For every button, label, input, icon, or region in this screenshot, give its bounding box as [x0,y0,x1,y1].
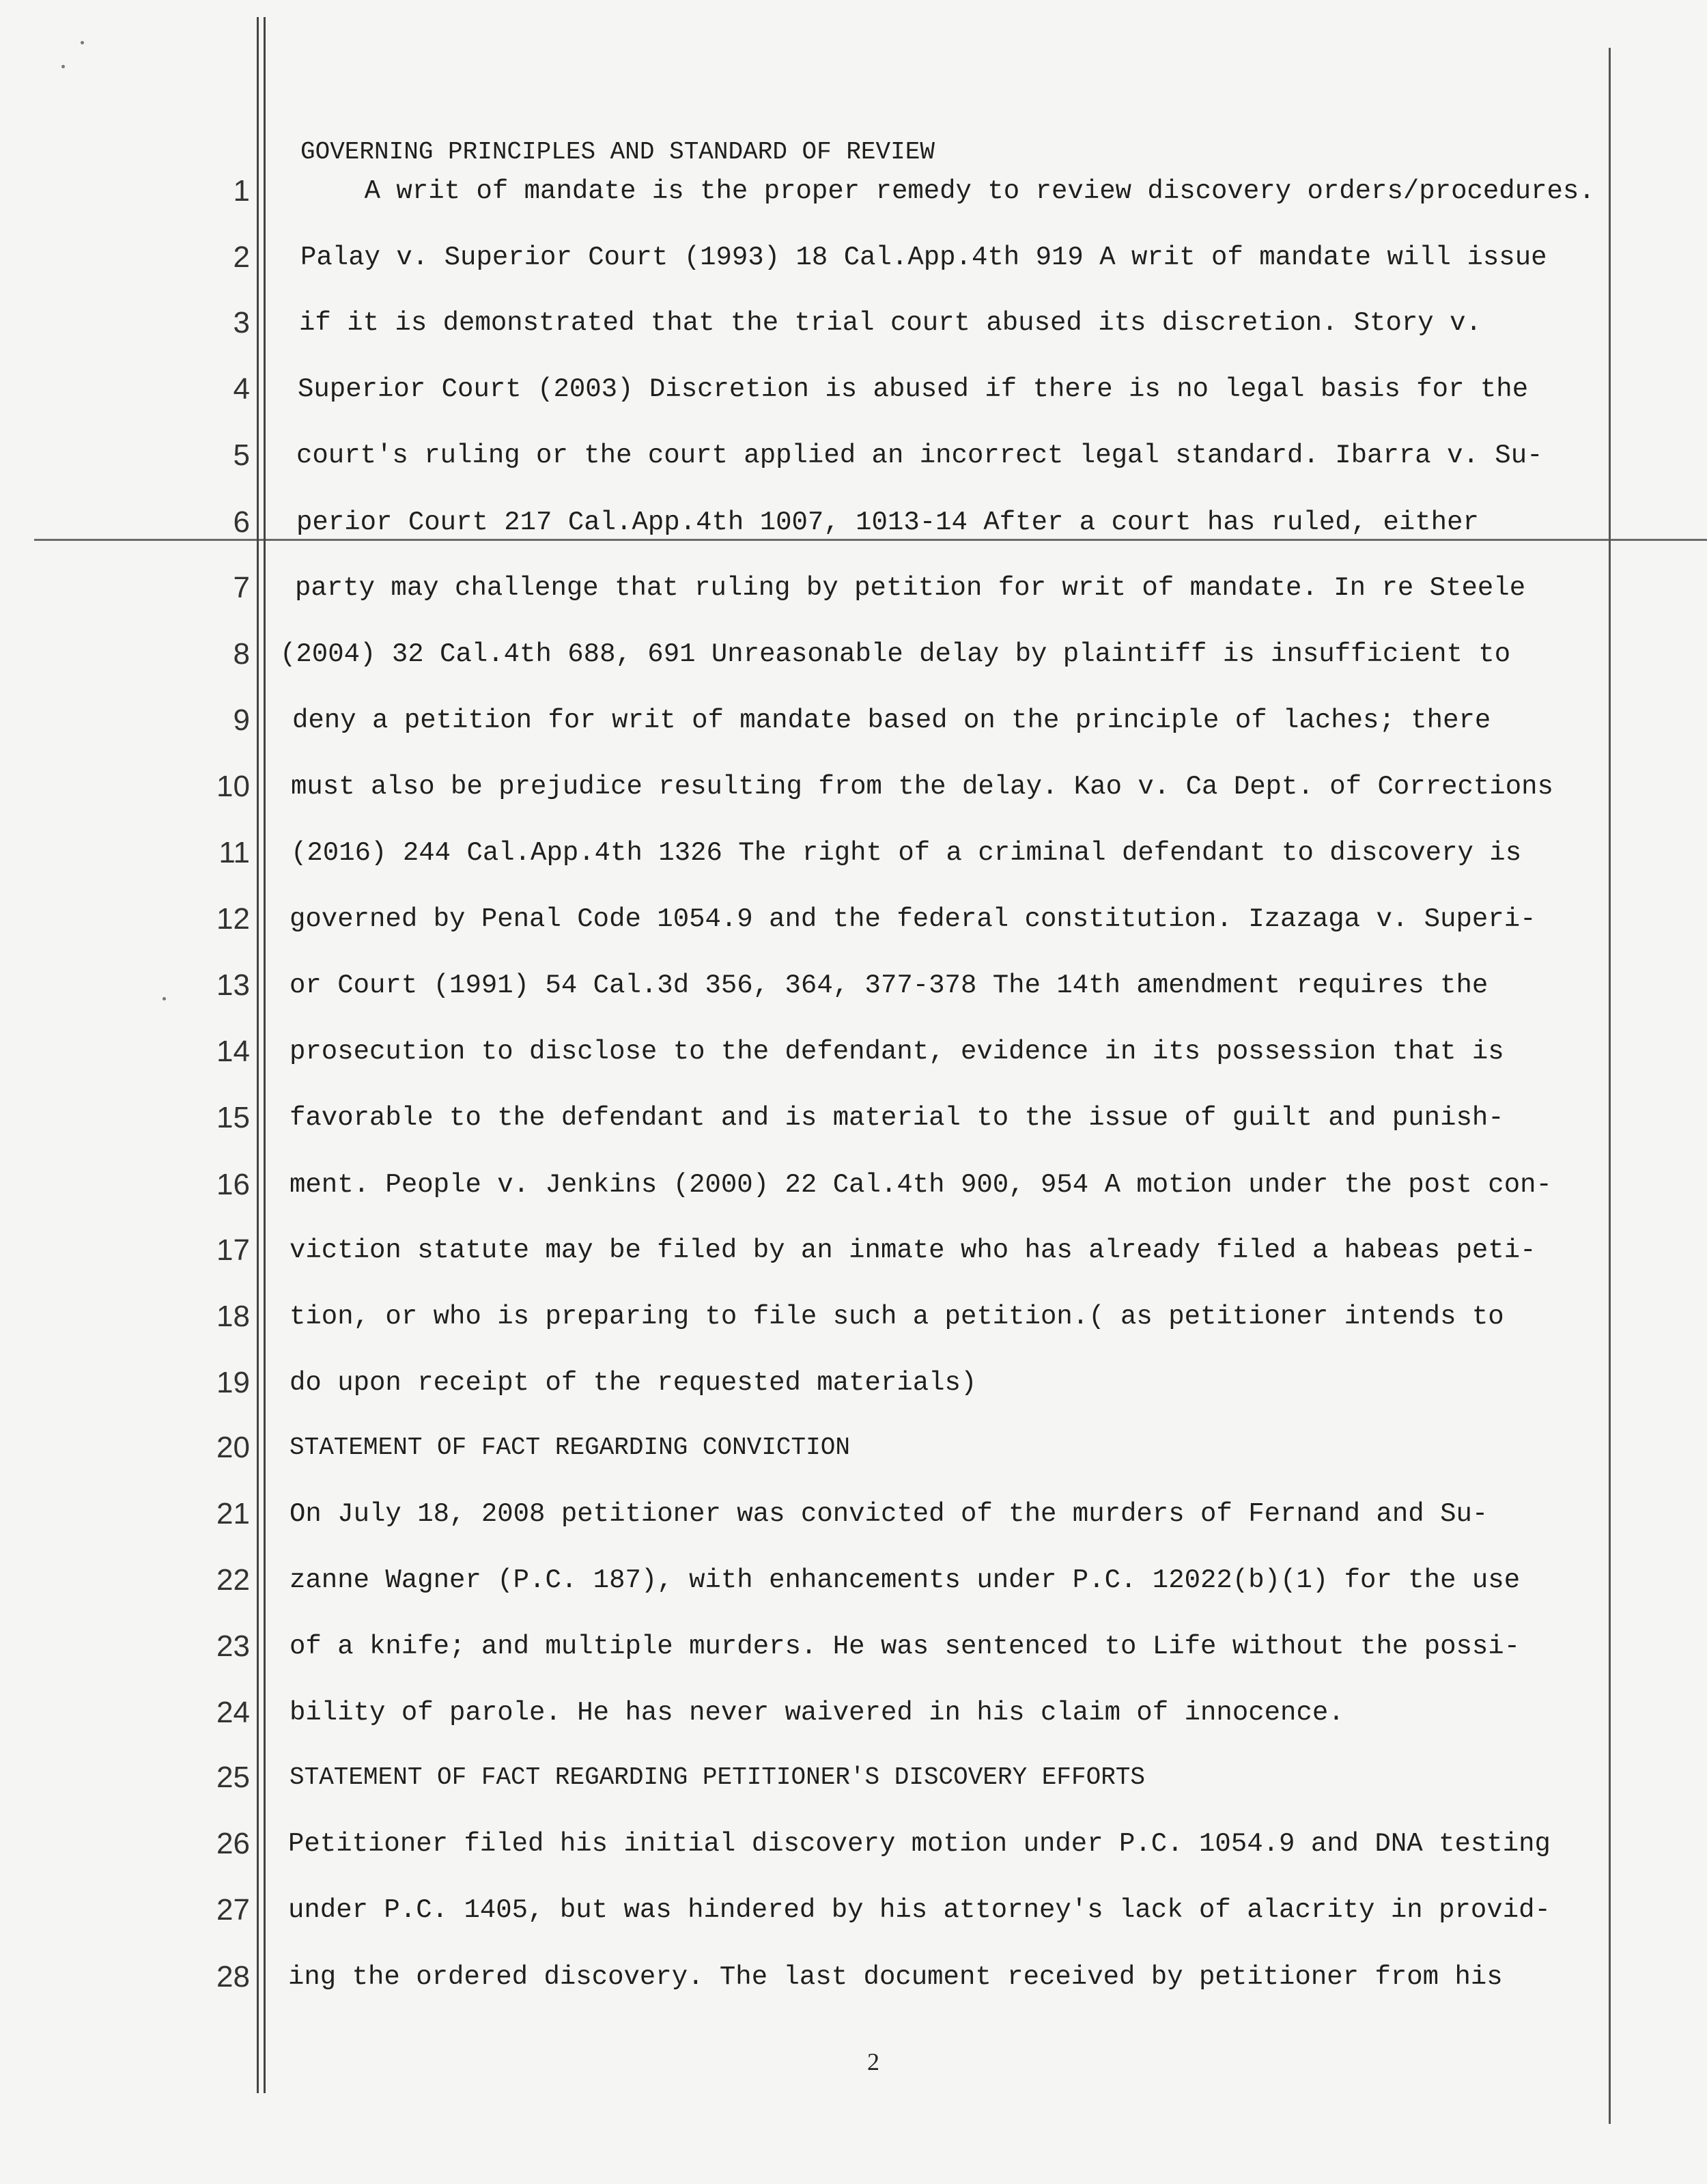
line-number: 4 [233,372,250,406]
text-line: of a knife; and multiple murders. He was sentenced to Life without the possi- [290,1632,1521,1662]
text-line: On July 18, 2008 petitioner was convicted of the murders of Fernand and Su- [290,1499,1489,1529]
line-number: 22 [216,1563,250,1597]
section-heading: GOVERNING PRINCIPLES AND STANDARD OF REVIEW [300,138,935,166]
text-line: party may challenge that ruling by petition for writ of mandate. In re Steele [295,573,1526,603]
line-number: 18 [216,1300,250,1333]
section-heading: STATEMENT OF FACT REGARDING PETITIONER'S DISCOVERY EFFORTS [290,1763,1146,1791]
line-number: 24 [216,1696,250,1729]
line-number: 20 [216,1431,250,1464]
text-line: if it is demonstrated that the trial court abused its discretion. Story v. [299,308,1482,338]
text-line: Palay v. Superior Court (1993) 18 Cal.App.4th 919 A writ of mandate will issue [300,242,1547,272]
section-heading: STATEMENT OF FACT REGARDING CONVICTION [290,1433,850,1461]
speck [61,65,65,68]
text-line: zanne Wagner (P.C. 187), with enhancements under P.C. 12022(b)(1) for the use [290,1565,1521,1595]
text-line: Petitioner filed his initial discovery motion under P.C. 1054.9 and DNA testing [288,1829,1551,1859]
line-number: 5 [233,438,250,472]
text-line: bility of parole. He has never waivered in his claim of innocence. [290,1698,1344,1728]
text-line: do upon receipt of the requested materials) [290,1368,977,1398]
line-number: 6 [233,505,250,539]
line-number: 21 [216,1497,250,1530]
line-number: 16 [216,1168,250,1201]
line-number: 12 [216,902,250,936]
line-number: 7 [233,571,250,604]
text-line: must also be prejudice resulting from the delay. Kao v. Ca Dept. of Corrections [291,772,1553,802]
text-line: court's ruling or the court applied an incorrect legal standard. Ibarra v. Su- [296,440,1543,471]
line-number: 13 [216,968,250,1002]
line-number: 17 [216,1233,250,1267]
text-line: ment. People v. Jenkins (2000) 22 Cal.4th 900, 954 A motion under the post con- [290,1170,1552,1200]
page-number: 2 [867,2048,879,2075]
line-number: 8 [233,637,250,671]
speck [81,41,84,44]
line-number: 27 [216,1893,250,1927]
line-number: 10 [216,770,250,803]
text-line: (2016) 244 Cal.App.4th 1326 The right of a criminal defendant to discovery is [291,838,1522,868]
text-line: or Court (1991) 54 Cal.3d 356, 364, 377-378 The 14th amendment requires the [290,970,1489,1000]
text-line: ing the ordered discovery. The last document received by petitioner from his [288,1962,1503,1992]
line-number: 1 [233,174,250,208]
text-line: A writ of mandate is the proper remedy to review discovery orders/procedures. [300,176,1595,206]
line-number: 2 [233,240,250,274]
text-line: deny a petition for writ of mandate based on the principle of laches; there [292,705,1491,736]
line-number: 26 [216,1827,250,1860]
text-line: perior Court 217 Cal.App.4th 1007, 1013-14 After a court has ruled, either [296,507,1479,537]
text-line: under P.C. 1405, but was hindered by his attorney's lack of alacrity in provid- [288,1895,1551,1925]
line-number: 28 [216,1960,250,1993]
line-number: 3 [233,306,250,339]
text-line: governed by Penal Code 1054.9 and the federal constitution. Izazaga v. Superi- [290,904,1536,934]
text-line: viction statute may be filed by an inmate who has already filed a habeas peti- [290,1235,1536,1265]
text-line: tion, or who is preparing to file such a petition.( as petitioner intends to [290,1302,1504,1332]
text-line: Superior Court (2003) Discretion is abused if there is no legal basis for the [298,374,1529,404]
line-number: 14 [216,1035,250,1068]
text-line: prosecution to disclose to the defendant, evidence in its possession that is [290,1037,1504,1067]
left-margin-rule [257,17,259,2093]
line-number: 25 [216,1761,250,1794]
line-number: 15 [216,1101,250,1134]
text-line: favorable to the defendant and is material to the issue of guilt and punish- [290,1103,1504,1133]
speck [163,997,166,1000]
left-margin-rule-inner [264,17,266,2093]
right-margin-rule [1609,48,1611,2124]
line-number: 11 [218,836,250,869]
line-number: 23 [216,1629,250,1663]
text-line: (2004) 32 Cal.4th 688, 691 Unreasonable delay by plaintiff is insufficient to [280,639,1511,669]
line-number: 19 [216,1366,250,1399]
line-number: 9 [233,703,250,737]
